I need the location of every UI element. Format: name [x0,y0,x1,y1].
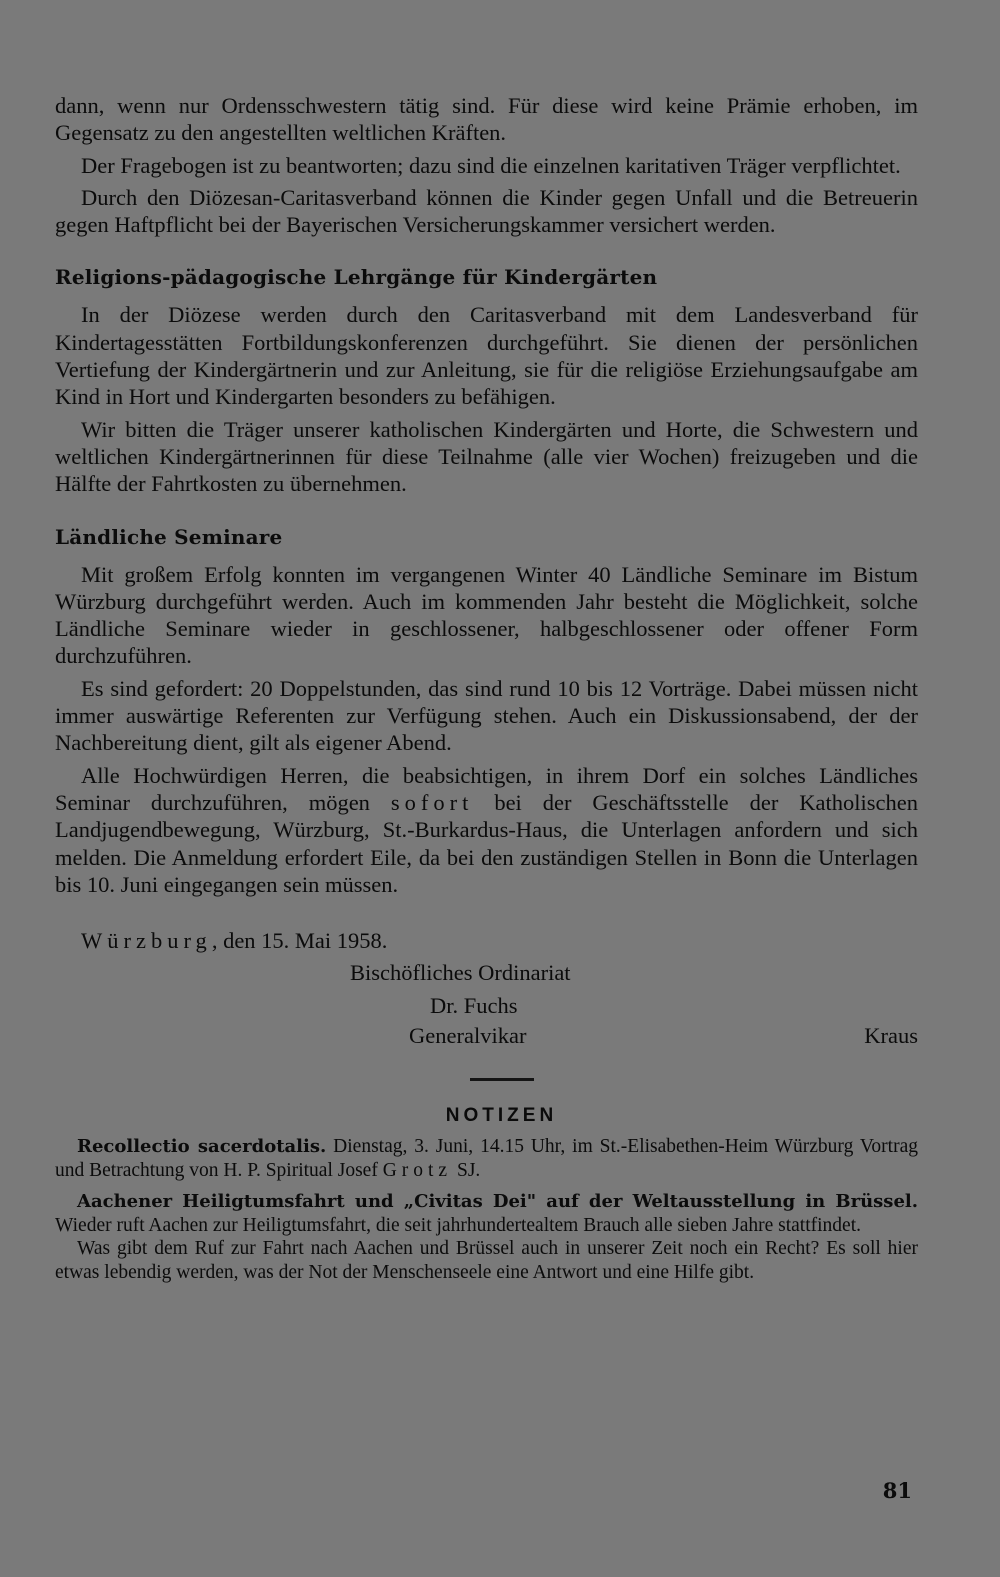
signature-office: Bischöfliches Ordinariat [350,960,571,986]
signature-block [55,960,918,1064]
emphasis-grotz: Grotz [382,1159,453,1181]
note-aachen [55,1190,918,1237]
paragraph-6: Mit großem Erfolg konnten im vergangenen Winter 40 Ländliche Seminare im Bistum Würzburg durchgeführt werden. Auch im kommenden Jahr besteht die Möglichkeit, solche Ländliche Seminare wieder in geschlossener, halbgeschlossener oder offener Form durchzuführen. [55,561,918,669]
notizen-title: NOTIZEN [445,1105,558,1127]
paragraph-1: dann, wenn nur Ordensschwestern tätig sind. Für diese wird keine Prämie erhoben, im Gegensatz zu den angestellten weltlichen Kräften. [55,93,918,146]
paragraph-5: Wir bitten die Träger unserer katholischen Kindergärten und Horte, die Schwestern und weltlichen Kindergärtnerinnen für diese Teilnahme (alle vier Wochen) freizugeben und die Hälfte der Fahrtkosten zu übernehmen. [55,416,918,497]
section-heading-lehrgaenge: Religions-pädagogische Lehrgänge für Kindergärten [55,265,658,290]
paragraph-8-text-b: bei der Geschäftsstelle der Katholischen Landjugendbewegung, Würzburg, St.-Burkardus-Haus, die Unterlagen anfordern und sich melden. Die Anmeldung erfordert Eile, da bei den zuständigen Stellen in Bonn die Unterlagen bis 10. Juni eingegangen sein müssen. [55,789,918,897]
paragraph-8 [55,762,918,898]
signature-name: Dr. Fuchs [430,993,518,1019]
paragraph-3: Durch den Diözesan-Caritasverband können die Kinder gegen Unfall und die Betreuerin gegen Haftpflicht bei der Bayerischen Versicherungskammer versichert werden. [55,184,918,238]
signature-title: Generalvikar [409,1023,527,1049]
note-1-text-a: Dienstag, 3. Juni, 14.15 Uhr, im St.-Elisabethen-Heim Würzburg Vortrag und Betrachtung von H. P. Spiritual Josef [55,1136,918,1181]
emphasis-sofort: sofort [390,789,474,815]
date-line [55,927,918,954]
section-heading-seminare: Ländliche Seminare [55,524,283,549]
note-2-text: Wieder ruft Aachen zur Heiligtumsfahrt, die seit jahrhundertealtem Brauch alle sieben Jahre stattfindet. [55,1214,861,1236]
note-1-title: Recollectio sacerdotalis. [77,1136,327,1158]
paragraph-4: In der Diözese werden durch den Caritasverband mit dem Landesverband für Kindertagesstätten Fortbildungskonferenzen durchgeführt. Sie dienen der persönlichen Vertiefung der Kindergärtnerin und zur Anleitung, sie für die religiöse Erziehungsaufgabe am Kind in Hort und Kindergarten besonders zu befähigen. [55,302,918,410]
separator-rule [470,1078,534,1081]
date-text: , den 15. Mai 1958. [211,928,388,954]
note-recollectio [55,1135,918,1182]
paragraph-2: Der Fragebogen ist zu beantworten; dazu sind die einzelnen karitativen Träger verpflichtet. [81,152,901,178]
note-aachen-2: Was gibt dem Ruf zur Fahrt nach Aachen und Brüssel auch in unserer Zeit noch ein Recht? Es soll hier etwas lebendig werden, was der Not der Menschenseele eine Antwort und eine Hilfe gibt. [55,1238,918,1283]
page-number: 81 [882,1478,912,1503]
signature-kraus: Kraus [864,1023,918,1049]
note-2-title: Aachener Heiligtumsfahrt und „Civitas Dei" auf der Weltausstellung in Brüssel. [77,1191,918,1213]
paragraph-7: Es sind gefordert: 20 Doppelstunden, das sind rund 10 bis 12 Vorträge. Dabei müssen nicht immer auswärtige Referenten zur Verfügung stehen. Auch ein Diskussionsabend, der der Nachbereitung dient, gilt als eigener Abend. [55,675,918,756]
paragraph-8-text-a: Alle Hochwürdigen Herren, die beabsichtigen, in ihrem Dorf ein solches Ländliches Seminar durchzuführen, mögen [55,762,918,815]
note-1-text-b: SJ. [452,1159,481,1181]
date-place: Würzburg [81,928,212,954]
